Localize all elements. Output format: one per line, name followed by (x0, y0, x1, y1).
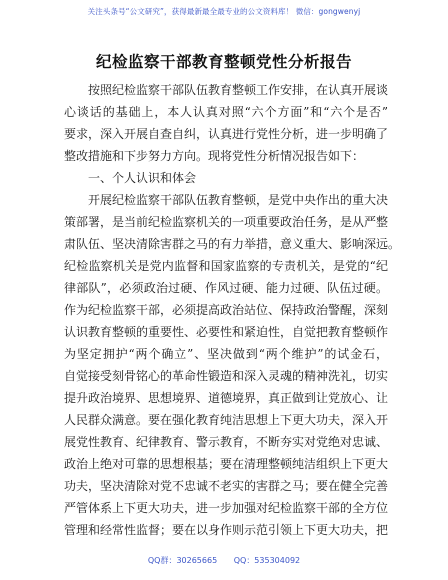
paragraph-line: 人民群众满意。要在强化教育纯洁思想上下更大功夫，深入开 (64, 413, 389, 427)
paragraph-line: 肃队伍、坚决清除害群之马的有力举措，意义重大、影响深远。 (64, 237, 401, 251)
paragraph-line: 提升政治境界、思想境界、道德境界，真正做到让党放心、让 (64, 391, 389, 405)
paragraph-line: 管理和经常性监督；要在以身作则示范引领上下更大功夫，把 (64, 523, 389, 537)
paragraph-line: 开展纪检监察干部队伍教育整顿，是党中央作出的重大决 (88, 193, 389, 207)
paragraph-line: 要求，深入开展自查自纠，认真进行党性分析，进一步明确了 (64, 127, 389, 141)
paragraph-line: 展党性教育、纪律教育、警示教育，不断夯实对党绝对忠诚、 (64, 435, 389, 449)
document-title: 纪检监察干部教育整顿党性分析报告 (95, 53, 352, 71)
footer-qq: QQ：535304092 (233, 556, 301, 565)
paragraph-line: 功夫，坚决清除对党不忠诚不老实的害群之马；要在健全完善 (64, 479, 389, 493)
top-banner: 关注头条号“公文研究”，获得最新最全最专业的公文资料库！ 微信：gongwenyj (87, 7, 361, 16)
paragraph-line: 心谈话的基础上，本人认真对照“六个方面”和“六个是否” (64, 105, 388, 119)
paragraph-line: 整改措施和下步努力方向。现将党性分析情况报告如下： (64, 149, 365, 163)
paragraph-line: 律部队”，必须政治过硬、作风过硬、能力过硬、队伍过硬。 (64, 281, 388, 295)
footer-qq-group: QQ群：30265665 (147, 556, 218, 565)
document-body (64, 79, 401, 541)
footer-contact (0, 555, 448, 566)
section-heading: 一、个人认识和体会 (88, 171, 197, 185)
paragraph-line: 作为纪检监察干部，必须提高政治站位、保持政治警醒，深刻 (64, 303, 389, 317)
paragraph-line: 按照纪检监察干部队伍教育整顿工作安排，在认真开展谈 (88, 83, 389, 97)
paragraph-line: 认识教育整顿的重要性、必要性和紧迫性，自觉把教育整顿作 (64, 325, 389, 339)
paragraph-line: 策部署，是当前纪检监察机关的一项重要政治任务，是从严整 (64, 215, 389, 229)
paragraph-line: 为坚定拥护“两个确立”、坚决做到“两个维护”的试金石， (64, 347, 388, 361)
paragraph-line: 自觉接受刻骨铭心的革命性锻造和深入灵魂的精神洗礼，切实 (64, 369, 389, 383)
paragraph-line: 纪检监察机关是党内监督和国家监察的专责机关，是党的“纪 (64, 259, 388, 273)
paragraph-line: 政治上绝对可靠的思想根基；要在清理整顿纯洁组织上下更大 (64, 457, 389, 471)
paragraph-line: 严管体系上下更大功夫，进一步加强对纪检监察干部的全方位 (64, 501, 389, 515)
